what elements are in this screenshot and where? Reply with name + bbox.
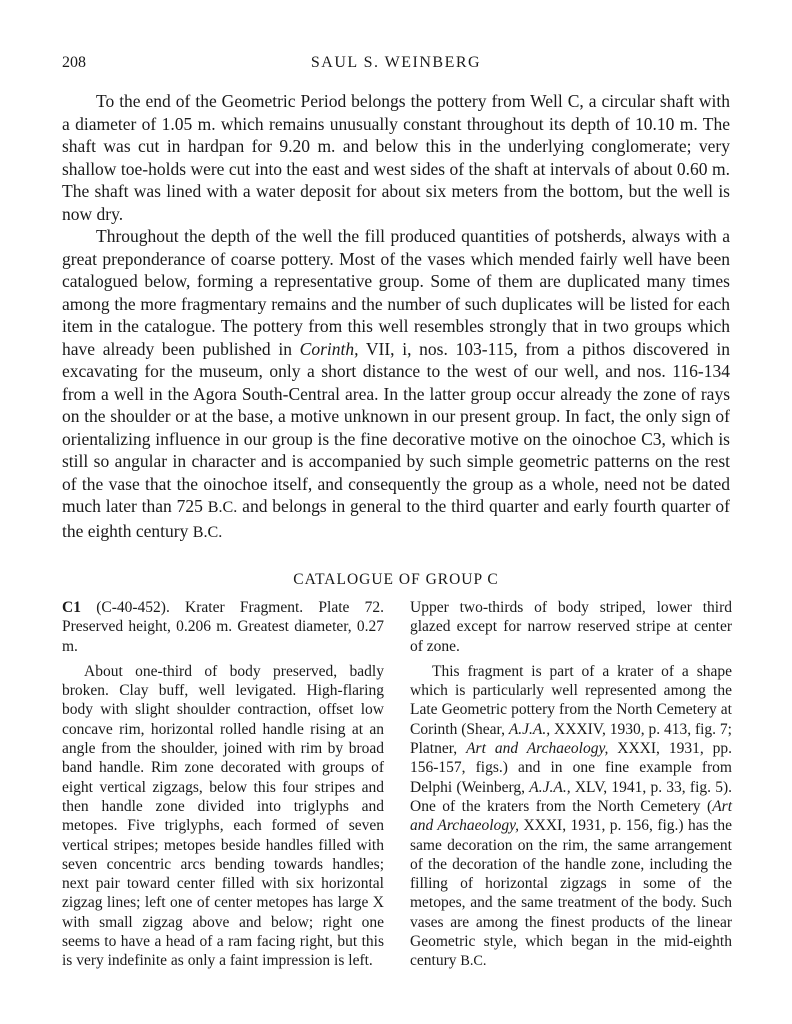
discussion-aja-1: A.J.A., [508, 720, 551, 738]
intro-paragraph-1: To the end of the Geometric Period belongs the pottery from Well C, a circular shaft with a diameter of 1.05 m. which remains unusually constant throughout its depth of 10.10 m. The shaft was cut in hardpan for 9.20 m. and below this in the underlying conglomerate; very shallow toe-holds were cut into the east and west sides of the shaft at intervals of about 0.60 m. The shaft was lined with a water deposit for about six meters from the bottom, but the well is now dry. [62, 91, 730, 224]
catalogue-entry-header [62, 598, 384, 656]
intro-paragraph-2 [62, 225, 730, 544]
page-number: 208 [62, 54, 86, 71]
intro-p2-part-b: VII, i, nos. 103-115, from a pithos discovered in excavating for the museum, only a short distance to the west of our well, and nos. 116-134 from a well in the Agora South-Central area. In the latter group occur already the zone of rays on the shoulder or at the base, a motive unknown in our present group. In fact, the only sign of orientalizing influence in our group is the fine decorative motive on the oinochoe C3, which is still so angular in character and is accompanied by such simple geometric patterns on the rest of the vase that the oinochoe itself, and consequently the group as a whole, need not be dated much later than 725 [62, 338, 730, 516]
discussion-aja-2: A.J.A., [529, 778, 571, 796]
intro-text [62, 90, 730, 544]
discussion-part-a: This fragment is part of a krater of a shape which is particularly well represented among the Late Geometric pottery from the North Cemetery at Corinth (Shear, [410, 662, 732, 738]
discussion-part-b: XXXIV, 1930, p. 413, fig. 7; Platner, [410, 720, 732, 758]
discussion-art-arch-2: Art and Archaeology, [410, 797, 732, 835]
intro-p2-corinth: Corinth, [299, 338, 359, 359]
intro-p2-bc-2: B.C. [192, 523, 223, 541]
discussion-part-e: XXXI, 1931, p. 156, fig.) has the same decoration on the rim, the same arrangement of the decoration of the handle zone, including the filling of horizontal zigzags in some of the metopes, and the same treatment of the body. Such vases are among the finest products of the linear Geometric style, which began in the mid-eighth century [410, 817, 732, 970]
intro-p2-part-a: Throughout the depth of the well the fill produced quantities of potsherds, always with a great preponderance of coarse pottery. Most of the vases which mended fairly well have been catalogued below, forming a representative group. Some of them are duplicated many times among the more fragmentary remains and the number of such duplicates will be listed for each item in the catalogue. The pottery from this well resembles strongly that in two groups which have already been published in [62, 226, 730, 359]
entry-head-text: (C-40-452). Krater Fragment. Plate 72. Preserved height, 0.206 m. Greatest diameter, 0.27 m. [62, 599, 385, 655]
entry-body-striping: Upper two-thirds of body striped, lower third glazed except for narrow reserved stripe at center of zone. [410, 599, 732, 655]
intro-p2-bc-1: B.C. [207, 499, 238, 516]
discussion-art-arch-1: Art and Archaeology, [466, 740, 609, 758]
entry-description: About one-third of body preserved, badly broken. Clay buff, well levigated. High-flaring body with slight shoulder contraction, offset low concave rim, horizontal rolled handle rising at an angle from the shoulder, joined with rim by broad band handle. Rim zone decorated with groups of eight vertical zigzags, below this four stripes and then handle zone divided into triglyphs and metopes. Five triglyphs, each formed of seven vertical stripes; metopes beside handles filled with seven concentric arcs bending towards handles; next pair toward center filled with six horizontal zigzag lines; left one of center metopes has large X with small zigzag above and below; right one seems to have a head of a ram facing right, but this is very indefinite as only a faint impression is left. [62, 662, 384, 970]
entry-discussion [410, 662, 732, 972]
entry-id: C1 [62, 599, 81, 616]
right-column [410, 598, 732, 978]
discussion-bc: B.C. [460, 953, 487, 970]
running-head: SAUL S. WEINBERG [310, 54, 482, 71]
discussion-part-c: XXXI, 1931, pp. 156-157, figs.) and in one fine example from Delphi (Weinberg, [410, 740, 732, 796]
intro-p2-part-c: and belongs in general to the third quarter and early fourth quarter of the eighth century [62, 496, 730, 541]
catalogue-heading: CATALOGUE OF GROUP C [293, 571, 499, 588]
discussion-part-d: XLV, 1941, p. 33, fig. 5). One of the kraters from the North Cemetery ( [410, 778, 733, 815]
page-header [62, 54, 730, 76]
left-column [62, 598, 384, 977]
